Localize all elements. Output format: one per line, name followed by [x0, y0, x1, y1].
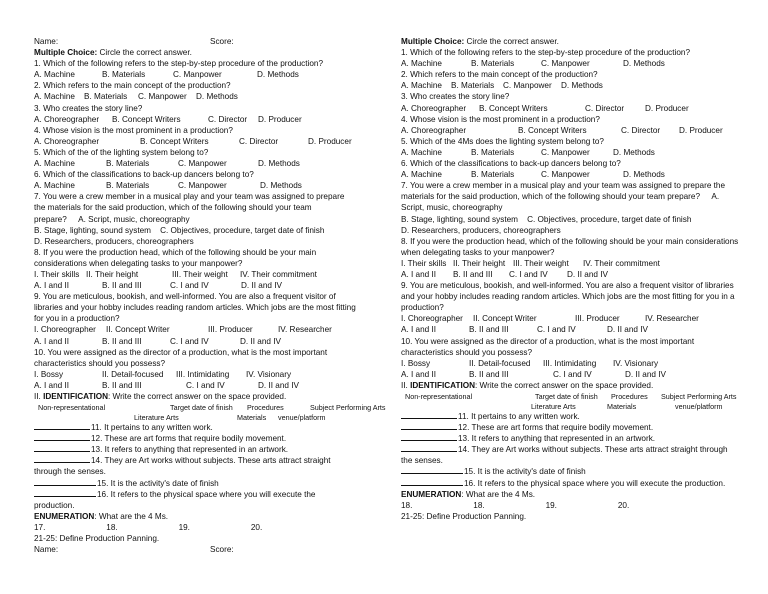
option-d: D. Methods: [260, 181, 302, 191]
enumeration-numbers: [401, 500, 756, 511]
item-3: III. Producer: [208, 325, 253, 335]
enum-17: 17.: [34, 522, 46, 532]
term: Materials: [607, 402, 637, 411]
option-c: C. Manpower: [178, 181, 227, 191]
option-a: A. Choreographer: [401, 103, 467, 113]
options-1: [34, 69, 389, 80]
item-4: IV. Researcher: [645, 314, 699, 324]
item-1: I. Choreographer: [401, 314, 463, 324]
worksheet-right: [401, 36, 756, 522]
identification-item-12: 12. These are art forms that require bodily movement.: [401, 422, 756, 433]
options-9: [401, 324, 756, 335]
option-b: B. Concept Writers: [112, 114, 181, 124]
option-c: C. Manpower: [503, 81, 552, 91]
item-2: II. Detail-focused: [102, 369, 164, 379]
answer-blank[interactable]: [34, 433, 90, 441]
option-a: A. Choreographer: [34, 136, 100, 146]
option-b: B. Materials: [106, 181, 150, 191]
option-b: B. Stage, lighting, sound system: [34, 225, 151, 235]
enum-18: 18.: [401, 500, 413, 510]
option-d: D. II and IV: [240, 336, 281, 346]
option-a: A. I and II: [34, 380, 70, 390]
term: Target date of finish: [535, 392, 598, 401]
item-2: II. Concept Writer: [106, 325, 170, 335]
option-a: A. I and II: [34, 336, 70, 346]
option-d: D. II and IV: [567, 269, 608, 279]
item-4: IV. Their commitment: [583, 258, 660, 268]
option-a: A. I and II: [401, 325, 437, 335]
option-a: A. Machine: [401, 170, 442, 180]
option-b: B. II and III: [102, 380, 142, 390]
item-4: IV. Their commitment: [240, 269, 317, 279]
option-a: A. Script, music, choreography: [78, 214, 190, 224]
options-8: [34, 280, 389, 291]
option-d: D. Producer: [258, 114, 302, 124]
enum-20: 20.: [250, 522, 263, 532]
question-7-bc: [34, 225, 389, 236]
answer-blank[interactable]: [401, 422, 457, 430]
term-bank-row-1: [34, 402, 389, 412]
option-c: C. Director: [585, 103, 625, 113]
item-2: II. Their height: [86, 269, 139, 279]
item-1: I. Bossy: [401, 358, 431, 368]
option-d: D. Methods: [623, 59, 665, 69]
identification-title: IDENTIFICATION: [410, 380, 475, 390]
option-d: D. Methods: [257, 70, 299, 80]
option-d: D. II and IV: [607, 325, 648, 335]
identification-item-11: 11. It pertains to any written work.: [401, 411, 756, 422]
option-b: B. Materials: [451, 81, 495, 91]
question-9: 9. You are meticulous, bookish, and well-informed. You are also a frequent visitor of libraries and your hobby includes reading random articles. Which jobs are the most fitting for you in a production?: [401, 281, 735, 313]
option-b: B. Concept Writers: [518, 125, 587, 135]
option-b: B. Materials: [471, 59, 515, 69]
item-4: IV. Researcher: [278, 325, 332, 335]
option-c: C. Manpower: [138, 92, 187, 102]
options-3: [34, 114, 389, 125]
option-b: B. Materials: [102, 70, 146, 80]
option-d: D. Producer: [308, 136, 352, 146]
footer-name-score: [34, 544, 389, 555]
identification-heading: II. IDENTIFICATION: Write the correct answer on the space provided.: [401, 380, 654, 390]
define-instruction: 21-25: Define Production Panning.: [401, 511, 527, 521]
option-b: B. II and III: [469, 369, 509, 379]
enum-18: 18.: [106, 522, 118, 532]
identification-item-15: 15. It is the activity's date of finish: [34, 478, 389, 489]
option-c: C. Director: [208, 114, 248, 124]
option-c: C. I and IV: [537, 325, 576, 335]
term: Materials: [237, 413, 267, 423]
question-7-bc: [401, 214, 756, 225]
options-3: [401, 103, 756, 114]
option-d: D. Producer: [679, 125, 723, 135]
option-c: C. Objectives, procedure, target date of finish: [160, 225, 325, 235]
item-2: II. Their height: [453, 258, 506, 268]
item-1: I. Their skills: [34, 269, 80, 279]
identification-item-13: 13. It refers to anything that represented in an artwork.: [34, 444, 389, 455]
item-3: III. Intimidating: [543, 358, 597, 368]
option-c: C. I and IV: [170, 336, 209, 346]
term: Literature Arts: [531, 402, 576, 411]
identification-instruction: : Write the correct answer on the space provided.: [108, 392, 287, 401]
question-2: 2. Which refers to the main concept of the production?: [34, 81, 231, 91]
answer-blank[interactable]: [34, 444, 90, 452]
question-6: 6. Which of the classifications to back-up dancers belong to?: [401, 159, 621, 169]
option-d: D. Researchers, producers, choreographers: [34, 236, 194, 246]
question-8: 8. If you were the production head, which of the following should be your main considerations when delegating tasks to your manpower?: [34, 247, 317, 268]
question-4: 4. Whose vision is the most prominent in a production?: [401, 114, 600, 124]
question-1: 1. Which of the following refers to the step-by-step procedure of the production?: [34, 59, 323, 69]
answer-blank[interactable]: [401, 466, 463, 474]
identification-item-14: 14. They are Art works without subjects. These arts attract straight through the senses.: [401, 445, 728, 466]
score-label: Score:: [210, 545, 234, 555]
question-3: 3. Who creates the story line?: [34, 103, 143, 113]
items-10: [34, 369, 389, 380]
option-d: D. Methods: [561, 81, 603, 91]
option-a: A. Machine: [34, 92, 75, 102]
options-4: [401, 125, 756, 136]
enumeration-title: ENUMERATION: [401, 489, 462, 499]
option-c: C. Manpower: [173, 70, 222, 80]
question-7: 7. You were a crew member in a musical play and your team was assigned to prepare the materials for the said production, which of the following should your team prepare? A. Script, music, choreography: [34, 192, 345, 224]
option-a: A. Choreographer: [401, 125, 467, 135]
enumeration-title: ENUMERATION: [34, 511, 95, 521]
option-c: C. I and IV: [186, 380, 225, 390]
question-7: 7. You were a crew member in a musical play and your team was assigned to prepare the materials for the said production, which of the following should your team prepare? A. Script, music, choreography: [401, 181, 726, 213]
term-bank-row-1: [401, 391, 756, 401]
options-8: [401, 269, 756, 280]
option-d: D. Methods: [623, 170, 665, 180]
option-d: D. Methods: [258, 159, 300, 169]
items-9: [34, 324, 389, 335]
identification-heading: II. IDENTIFICATION: Write the correct answer on the space provided.: [34, 392, 287, 401]
item-2: II. Detail-focused: [469, 358, 531, 368]
answer-blank[interactable]: [34, 422, 90, 430]
identification-item-16: 16. It refers to the physical space where you will execute the production.: [401, 478, 741, 489]
identification-item-11: 11. It pertains to any written work.: [34, 422, 389, 433]
item-3: III. Producer: [575, 314, 620, 324]
options-2: [401, 80, 756, 91]
term: venue/platform: [675, 402, 723, 411]
item-4: IV. Visionary: [246, 369, 292, 379]
term: Target date of finish: [170, 403, 233, 413]
item-3: III. Their weight: [172, 269, 228, 279]
enum-18b: 18.: [473, 500, 485, 510]
option-d: D. Researchers, producers, choreographers: [401, 225, 561, 235]
option-c: C. Manpower: [541, 59, 590, 69]
enumeration-numbers: [34, 522, 389, 533]
option-c: C. Manpower: [541, 170, 590, 180]
identification-item-15: 15. It is the activity's date of finish: [401, 466, 756, 477]
mc-title: Multiple Choice:: [401, 37, 465, 46]
question-5: 5. Which of the of the lighting system belong to?: [34, 147, 209, 157]
enum-19: 19.: [178, 522, 190, 532]
term: Subject Performing Arts: [310, 403, 386, 413]
option-b: B. II and III: [102, 336, 142, 346]
term: Literature Arts: [134, 413, 179, 423]
option-a: A. I and II: [34, 281, 70, 291]
option-c: C. Objectives, procedure, target date of finish: [527, 214, 692, 224]
item-1: I. Choreographer: [34, 325, 96, 335]
item-4: IV. Visionary: [613, 358, 659, 368]
enumeration-heading: ENUMERATION: What are the 4 Ms.: [34, 511, 169, 521]
item-3: III. Their weight: [513, 258, 569, 268]
enumeration-heading: ENUMERATION: What are the 4 Ms.: [401, 489, 536, 499]
option-b: B. II and III: [469, 325, 509, 335]
items-8: [401, 258, 756, 269]
option-c: C. Director: [239, 136, 279, 146]
options-6: [401, 169, 756, 180]
option-a: A. I and II: [401, 269, 437, 279]
answer-blank[interactable]: [34, 478, 96, 486]
option-c: C. Director: [621, 125, 661, 135]
options-5: [34, 158, 389, 169]
items-8: [34, 269, 389, 280]
option-b: B. Materials: [84, 92, 128, 102]
name-score-row: [34, 36, 389, 47]
term: Procedures: [611, 392, 648, 401]
options-6: [34, 180, 389, 191]
option-c: C. Manpower: [541, 147, 590, 157]
question-8: 8. If you were the production head, which of the following should be your main considerations when delegating tasks to your manpower?: [401, 236, 739, 257]
option-c: C. I and IV: [170, 281, 209, 291]
option-d: D. Methods: [196, 92, 238, 102]
options-10: [401, 369, 756, 380]
option-b: B. II and III: [102, 281, 142, 291]
term: Non-representational: [405, 392, 473, 401]
question-10: 10. You were assigned as the director of a production, what is the most important characteristics should you possess?: [401, 336, 695, 357]
identification-item-12: 12. These are art forms that require bodily movement.: [34, 433, 389, 444]
option-a: A. Script, music, choreography: [401, 192, 720, 213]
question-5: 5. Which of the 4Ms does the lighting system belong to?: [401, 136, 604, 146]
option-a: A. Machine: [34, 159, 75, 169]
options-9: [34, 336, 389, 347]
term-bank-row-2: [401, 401, 756, 411]
option-d: D. II and IV: [625, 369, 666, 379]
options-2: [34, 91, 389, 102]
option-d: D. II and IV: [241, 281, 282, 291]
mc-heading: [34, 47, 389, 58]
options-10: [34, 380, 389, 391]
score-label: Score:: [210, 37, 234, 46]
mc-instruction: Circle the correct answer.: [464, 37, 559, 46]
identification-item-13: 13. It refers to anything that represented in an artwork.: [401, 433, 756, 444]
answer-blank[interactable]: [401, 433, 457, 441]
enum-19: 19.: [545, 500, 557, 510]
option-b: B. Materials: [106, 159, 150, 169]
question-10: 10. You were assigned as the director of a production, what is the most important characteristics should you possess?: [34, 347, 328, 368]
option-b: B. Materials: [471, 170, 515, 180]
option-c: C. Manpower: [178, 159, 227, 169]
question-9: 9. You are meticulous, bookish, and well-informed. You are also a frequent visitor of libraries and your hobby includes reading random articles. Which jobs are the most fitting for you in a production?: [34, 292, 356, 324]
identification-title: IDENTIFICATION: [43, 392, 108, 401]
option-a: A. Machine: [34, 181, 75, 191]
term: venue/platform: [278, 413, 326, 423]
option-d: D. Methods: [613, 147, 655, 157]
worksheet-left: [34, 36, 389, 555]
question-6: 6. Which of the classifications to back-up dancers belong to?: [34, 170, 254, 180]
answer-blank[interactable]: [34, 489, 96, 497]
option-c: C. I and IV: [553, 369, 592, 379]
question-3: 3. Who creates the story line?: [401, 92, 510, 102]
term: Non-representational: [38, 403, 106, 413]
term: Procedures: [247, 403, 284, 413]
option-d: D. Producer: [645, 103, 689, 113]
answer-blank[interactable]: [34, 455, 90, 463]
answer-blank[interactable]: [401, 411, 457, 419]
term: Subject Performing Arts: [661, 392, 737, 401]
identification-item-14: 14. They are Art works without subjects. These arts attract straight through the senses.: [34, 456, 331, 477]
option-a: A. Machine: [34, 70, 75, 80]
item-2: II. Concept Writer: [473, 314, 537, 324]
identification-item-16: 16. It refers to the physical space where you will execute the production.: [34, 489, 316, 510]
item-1: I. Bossy: [34, 369, 64, 379]
answer-blank[interactable]: [401, 444, 457, 452]
enum-20: 20.: [617, 500, 630, 510]
options-1: [401, 58, 756, 69]
define-instruction: 21-25: Define Production Panning.: [34, 534, 160, 544]
option-a: A. Machine: [401, 147, 442, 157]
options-4: [34, 136, 389, 147]
option-a: A. I and II: [401, 369, 437, 379]
options-5: [401, 147, 756, 158]
option-a: A. Machine: [401, 81, 442, 91]
question-1: 1. Which of the following refers to the step-by-step procedure of the production?: [401, 48, 690, 58]
identification-instruction: : Write the correct answer on the space provided.: [475, 380, 654, 390]
name-label: Name:: [34, 545, 59, 555]
option-c: C. I and IV: [509, 269, 548, 279]
item-3: III. Intimidating: [176, 369, 230, 379]
item-1: I. Their skills: [401, 258, 447, 268]
option-b: B. Concept Writers: [140, 136, 209, 146]
option-a: A. Choreographer: [34, 114, 100, 124]
question-2: 2. Which refers to the main concept of the production?: [401, 70, 598, 80]
mc-title: Multiple Choice:: [34, 48, 98, 58]
items-10: [401, 358, 756, 369]
items-9: [401, 313, 756, 324]
option-b: B. Stage, lighting, sound system: [401, 214, 518, 224]
option-a: A. Machine: [401, 59, 442, 69]
option-b: B. II and III: [453, 269, 493, 279]
answer-blank[interactable]: [401, 478, 463, 486]
name-label: Name:: [34, 37, 59, 46]
mc-instruction: Circle the correct answer.: [97, 48, 192, 58]
term-bank-row-2: [34, 412, 389, 422]
option-b: B. Concept Writers: [479, 103, 548, 113]
option-d: D. II and IV: [258, 380, 299, 390]
mc-heading: [401, 36, 756, 47]
option-b: B. Materials: [471, 147, 515, 157]
question-4: 4. Whose vision is the most prominent in a production?: [34, 125, 233, 135]
